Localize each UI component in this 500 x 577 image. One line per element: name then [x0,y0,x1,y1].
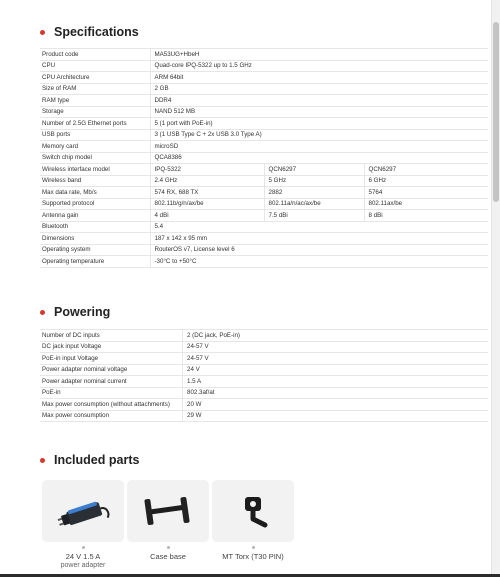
spec-value: 187 x 142 x 95 mm [150,233,488,245]
section-title: Specifications [54,25,139,39]
power-label: Max power consumption (without attachments) [40,399,183,411]
spec-value: 8 dBi [364,210,488,222]
spec-value: 6 GHz [364,175,488,187]
scrollbar-thumb[interactable] [493,22,499,202]
spec-value: DDR4 [150,95,488,107]
power-label: Power adapter nominal voltage [40,364,183,376]
spec-value: ARM 64bit [150,72,488,84]
spec-value: 2882 [264,187,364,199]
vertical-scrollbar[interactable] [491,0,500,577]
spec-row [40,72,488,84]
spec-value: 5 GHz [264,175,364,187]
spec-value: -30°C to +50°C [150,256,488,268]
spec-label: Max data rate, Mb/s [40,187,150,199]
indicator-dot [167,546,170,549]
bullet-icon [40,310,45,315]
spec-label: Number of 2.5G Ethernet ports [40,118,150,130]
part-sublabel: power adapter [60,562,106,569]
spec-row [40,198,488,210]
power-label: Max power consumption [40,410,183,422]
spec-label: Size of RAM [40,83,150,95]
bullet-icon [40,30,45,35]
spec-value: 802.11ax/be [364,198,488,210]
power-row [40,353,488,365]
spec-value: 2 GB [150,83,488,95]
power-value: 2 (DC jack, PoE-in) [183,330,489,342]
spec-label: Supported protocol [40,198,150,210]
specifications-heading [40,22,139,42]
part-item-power-adapter[interactable] [42,480,124,570]
indicator-dot [252,546,255,549]
spec-value: QCA8386 [150,152,488,164]
power-row [40,330,488,342]
power-row [40,376,488,388]
spec-label: RAM type [40,95,150,107]
part-label: MT Torx (T30 PIN) [222,552,284,561]
spec-label: Memory card [40,141,150,153]
spec-row [40,118,488,130]
spec-row [40,210,488,222]
powering-table [40,329,488,422]
power-label: Number of DC inputs [40,330,183,342]
spec-label: Operating system [40,244,150,256]
spec-value: 574 RX, 688 TX [150,187,264,199]
spec-label: Wireless band [40,175,150,187]
spec-label: Antenna gain [40,210,150,222]
power-value: 802.3af/at [183,387,489,399]
spec-label: Operating temperature [40,256,150,268]
spec-row [40,152,488,164]
spec-row [40,141,488,153]
power-adapter-icon [53,491,113,531]
spec-value: 4 dBi [150,210,264,222]
spec-row [40,187,488,199]
section-title: Included parts [54,453,140,467]
spec-row [40,244,488,256]
spec-label: USB ports [40,129,150,141]
spec-label: Bluetooth [40,221,150,233]
indicator-dot [82,546,85,549]
part-label: 24 V 1.5 A [65,552,101,561]
spec-row [40,164,488,176]
spec-label: Dimensions [40,233,150,245]
spec-value: 802.11a/n/ac/ax/be [264,198,364,210]
spec-label: Wireless interface model [40,164,150,176]
spec-row [40,60,488,72]
spec-row [40,233,488,245]
spec-label: Switch chip model [40,152,150,164]
included-parts-heading [40,450,139,470]
spec-row [40,49,488,61]
power-label: PoE-in [40,387,183,399]
spec-value: RouterOS v7, License level 6 [150,244,488,256]
spec-value: 3 (1 USB Type C + 2x USB 3.0 Type A) [150,129,488,141]
spec-row [40,129,488,141]
part-item-torx-key[interactable] [212,480,294,570]
spec-value: 5.4 [150,221,488,233]
power-row [40,410,488,422]
bullet-icon [40,458,45,463]
power-row [40,399,488,411]
included-parts-list [42,480,302,570]
spec-value: QCN6297 [264,164,364,176]
spec-value: 2.4 GHz [150,175,264,187]
spec-value: 7.5 dBi [264,210,364,222]
spec-value: 5 (1 port with PoE-in) [150,118,488,130]
part-card[interactable] [212,480,294,542]
power-value: 29 W [183,410,489,422]
power-value: 24-57 V [183,353,489,365]
part-label: Case base [150,552,186,561]
spec-value: IPQ-5322 [150,164,264,176]
power-row [40,387,488,399]
spec-value: QCN6297 [364,164,488,176]
case-base-icon [138,491,198,531]
power-value: 1.5 A [183,376,489,388]
power-value: 20 W [183,399,489,411]
part-card[interactable] [42,480,124,542]
part-card[interactable] [127,480,209,542]
power-row [40,364,488,376]
spec-row [40,256,488,268]
section-title: Powering [54,305,111,319]
specifications-table [40,48,488,268]
spec-value: Quad-core IPQ-5322 up to 1.5 GHz [150,60,488,72]
power-label: DC jack input Voltage [40,341,183,353]
spec-row [40,221,488,233]
power-label: Power adapter nominal current [40,376,183,388]
spec-value: MA53UG+HbeH [150,49,488,61]
powering-heading [40,302,110,322]
part-item-case-base[interactable] [127,480,209,570]
spec-value: NAND 512 MB [150,106,488,118]
spec-label: Product code [40,49,150,61]
spec-value: 802.11b/g/n/ax/be [150,198,264,210]
spec-label: CPU [40,60,150,72]
torx-key-icon [223,489,283,533]
spec-value: 5764 [364,187,488,199]
power-row [40,341,488,353]
spec-label: CPU Architecture [40,72,150,84]
power-label: PoE-in input Voltage [40,353,183,365]
spec-label: Storage [40,106,150,118]
spec-value: microSD [150,141,488,153]
power-value: 24-57 V [183,341,489,353]
power-value: 24 V [183,364,489,376]
spec-row [40,175,488,187]
spec-row [40,95,488,107]
spec-row [40,106,488,118]
spec-row [40,83,488,95]
